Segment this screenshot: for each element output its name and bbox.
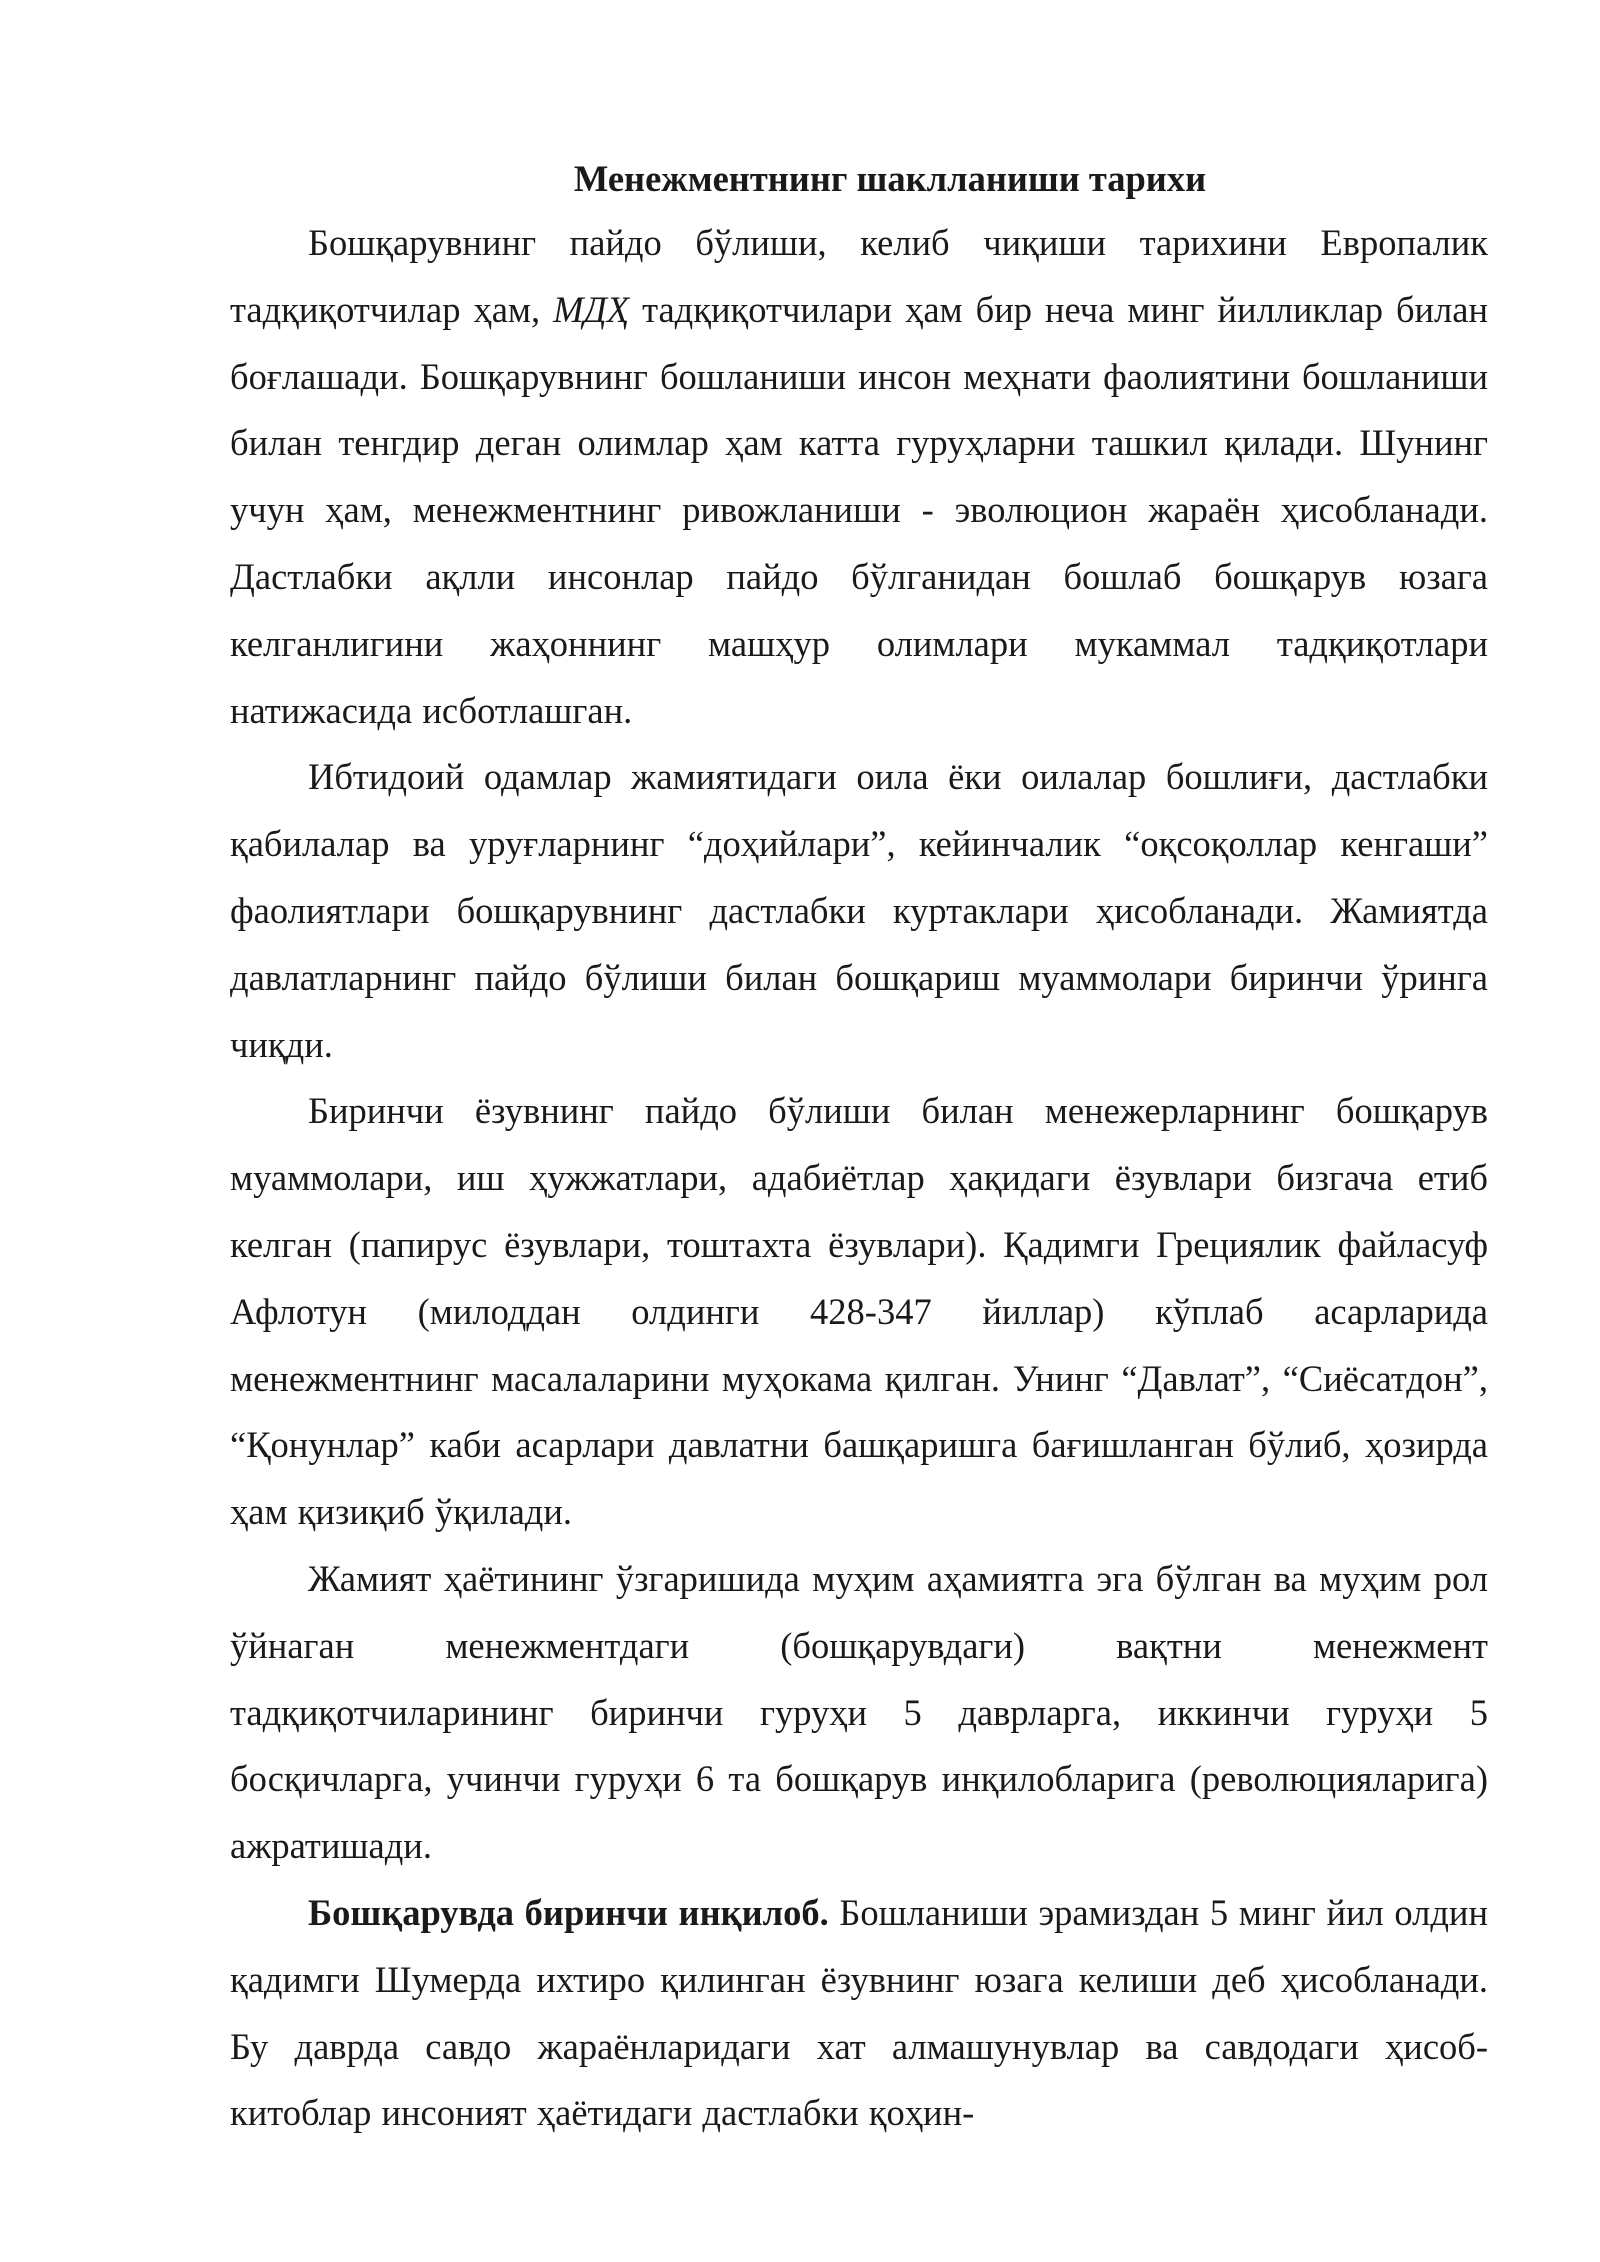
document-body — [230, 148, 1488, 2147]
page-title: Менежментнинг шаклланиши тарихи — [573, 158, 1207, 199]
paragraph-4: Жамият ҳаётининг ўзгаришида муҳим аҳамиятга эга бўлган ва муҳим рол ўйнаган менежментдаги (бошқарувдаги) вақтни менежмент тадқиқотчиларининг биринчи гуруҳи 5 даврларга, иккинчи гуруҳи 5 босқичларга, учинчи гуруҳи 6 та бошқарув инқилобларига (революцияларига) ажратишади. — [230, 1557, 1488, 1867]
paragraph-5-text: Бошланиши эрамиздан 5 минг йил олдин қадимги Шумерда ихтиро қилинган ёзувнинг юзага келиши деб ҳисобланади. Бу даврда савдо жараёнларидаги хат алмашунувлар ва савдодаги ҳисоб-китоблар инсоният ҳаётидаги дастлабки қоҳин- — [230, 1891, 1489, 2134]
paragraph-2: Ибтидоий одамлар жамиятидаги оила ёки оилалар бошлиғи, дастлабки қабилалар ва уруғларнинг “доҳийлари”, кейинчалик “оқсоқоллар кенгаши” фаолиятлари бошқарувнинг дастлабки куртаклари ҳисобланади. Жамиятда давлатларнинг пайдо бўлиши билан бошқариш муаммолари биринчи ўринга чиқди. — [230, 756, 1488, 1065]
paragraph-3: Биринчи ёзувнинг пайдо бўлиши билан менежерларнинг бошқарув муаммолари, иш ҳужжатлари, адабиётлар ҳақидаги ёзувлари бизгача етиб келган (папирус ёзувлари, тоштахта ёзувлари). Қадимги Грециялик файласуф Афлотун (милоддан олдинги 428-347 йиллар) кўплаб асарларида менежментнинг масалаларини муҳокама қилган. Унинг “Давлат”, “Сиёсатдон”, “Қонунлар” каби асарлари давлатни башқаришга бағишланган бўлиб, ҳозирда ҳам қизиқиб ўқилади. — [230, 1090, 1488, 1533]
paragraph-1 — [230, 210, 1488, 744]
paragraph-5-lead: Бошқарувда биринчи инқилоб. — [308, 1891, 829, 1933]
paragraph-1-text-b: тадқиқотчилари ҳам бир неча минг йилликлар билан боғлашади. Бошқарувнинг бошланиши инсон меҳнати фаолиятини бошланиши билан тенгдир деган олимлар ҳам катта гуруҳларни ташкил қилади. Шунинг учун ҳам, менежментнинг ривожланиши - эволюцион жараён ҳисобланади. Дастлабки ақлли инсонлар пайдо бўлганидан бошлаб бошқарув юзага келганлигини жаҳоннинг машҳур олимлари мукаммал тадқиқотлари натижасида исботлашган. — [230, 288, 1488, 731]
paragraph-5 — [230, 1880, 1488, 2147]
paragraph-1-text-a: Бошқарувнинг пайдо бўлиши, келиб чиқиши тарихини Европалик тадқиқотчилар ҳам, — [230, 222, 1488, 330]
paragraph-1-abbrev: МДҲ — [553, 288, 630, 330]
